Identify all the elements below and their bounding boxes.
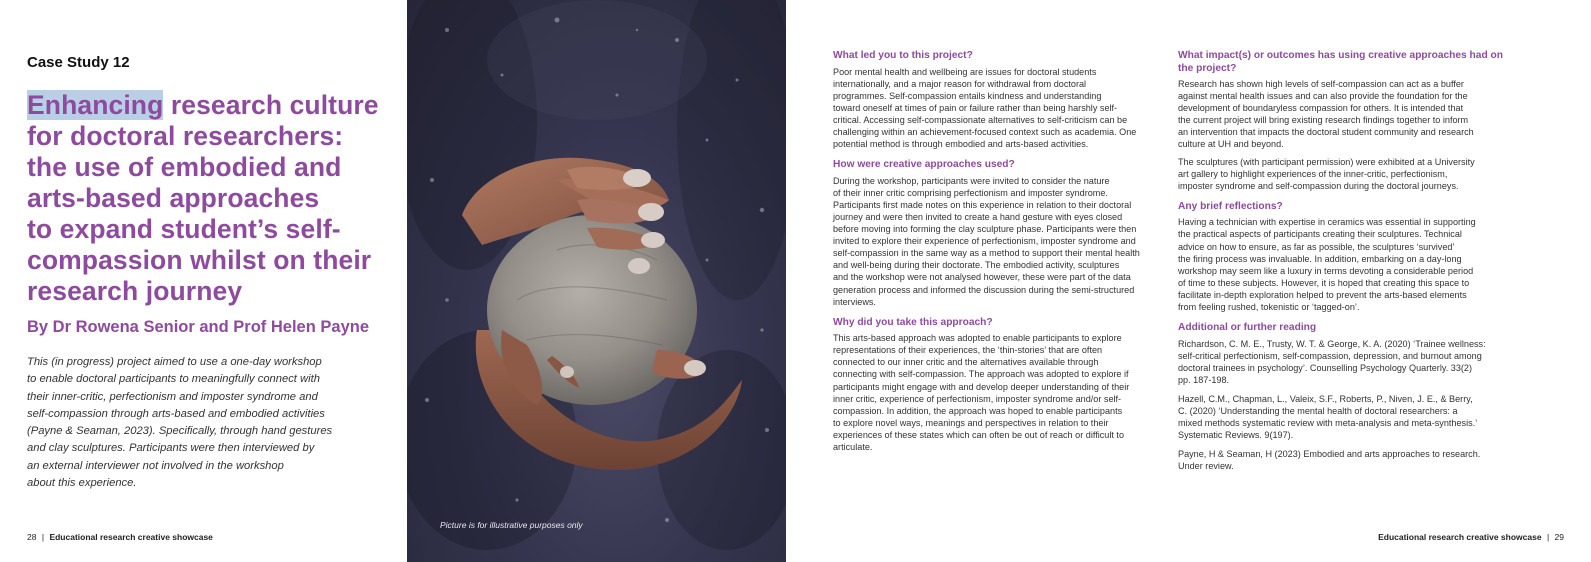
section-heading: How were creative approaches used? — [833, 159, 1015, 171]
footer-left — [27, 532, 213, 542]
selected-text-highlight[interactable]: Enhancing — [27, 90, 164, 120]
publication-name-right: Educational research creative showcase — [1378, 532, 1542, 542]
hands-holding-clay-illustration — [407, 0, 786, 562]
section-impact — [1178, 50, 1511, 192]
case-study-label: Case Study 12 — [27, 54, 130, 71]
section-heading: What led you to this project? — [833, 50, 973, 61]
section-how-used — [833, 159, 1166, 308]
section-body: This arts-based approach was adopted to enable participants to explore representations of their experiences, the ‘thin-stories’ that are often connected to our inner critic and the alternatives available through connecting with self-compassion. The approach was adopted to explore if participants might engage with and develop deeper understanding of their inner critic, experience of perfectionism, imposter syndrome and/or self- compassion. In addition, the approach was hoped to enable participants to explore novel ways, meanings and perspectives in relation to their experiences of these states which can often be out of reach or difficult to articulate. — [833, 333, 1130, 453]
intro-paragraph: This (in progress) project aimed to use a one-day workshop to enable doctoral participants to meaningfully connect with their inner-critic, perfectionism and imposter syndrome and self-compassion through arts-based and embodied activities (Payne & Seaman, 2023). Specifically, through hand gestures and clay sculptures. Participants were then interviewed by an external interviewer not involved in the workshop about this experience. — [27, 356, 333, 490]
title-text: research culture for doctoral researchers: the use of embodied and arts-based approaches to expand student’s self- compassion whilst on their research journey — [27, 90, 379, 306]
publication-name-left: Educational research creative showcase — [49, 532, 213, 542]
section-reflections — [1178, 201, 1511, 313]
left-page — [0, 0, 407, 562]
section-heading: Additional or further reading — [1178, 322, 1317, 334]
footer-separator: | — [1546, 532, 1550, 542]
author-byline: By Dr Rowena Senior and Prof Helen Payne — [27, 318, 370, 336]
section-why-approach — [833, 317, 1166, 453]
right-page — [786, 0, 1591, 562]
section-body: Poor mental health and wellbeing are issues for doctoral students internationally, and a major reason for withdrawal from doctoral programmes. Self-compassion entails kindness and understanding toward oneself at times of pain or failure rather than being harshly self- critical. Accessing self-compassionate alternatives to self-criticism can be challenging within an achievement-focused context such as academia. One potential method is through embodied and arts-based activities. — [833, 66, 1137, 150]
page-number-right: 29 — [1554, 532, 1564, 542]
section-body: Research has shown high levels of self-compassion can act as a buffer against mental health issues and can also provide the foundation for the development of boundaryless compassion for others. It is intended that the current project will bring existing research findings together to inform an intervention that impacts the doctoral student community and research culture at UH and beyond. — [1178, 79, 1474, 150]
reference-item: Hazell, C.M., Chapman, L., Valeix, S.F., Roberts, P., Niven, J. E., & Berry, C. (2020) ‘Understanding the mental health of doctoral researchers: a mixed methods systematic review with meta-analysis and meta-synthesis.’ Systematic Reviews. 9(197). — [1178, 393, 1478, 441]
section-heading: Any brief reflections? — [1178, 200, 1283, 212]
right-column-1 — [833, 50, 1166, 462]
reference-item: Payne, H & Seaman, H (2023) Embodied and arts approaches to research. Under review. — [1178, 449, 1481, 472]
footer-separator: | — [41, 532, 45, 542]
clay-hands-photo — [407, 0, 786, 562]
section-further-reading — [1178, 322, 1511, 472]
page-number-left: 28 — [27, 532, 37, 542]
reference-item: Richardson, C. M. E., Trusty, W. T. & George, K. A. (2020) ‘Trainee wellness: self-critical perfectionism, self-compassion, depression, and burnout among doctoral trainees in psychology’. Counselling Psychology Quarterly. 33(2) pp. 187-198. — [1178, 338, 1486, 385]
photo-caption: Picture is for illustrative purposes only — [440, 520, 583, 530]
section-body: The sculptures (with participant permission) were exhibited at a University art gallery to highlight experiences of the inner-critic, perfectionism, imposter syndrome and self-compassion during the doctoral journeys. — [1178, 156, 1475, 191]
section-heading: Why did you take this approach? — [833, 316, 993, 328]
page-title — [27, 90, 402, 307]
footer-right — [1378, 532, 1564, 542]
section-body: Having a technician with expertise in ceramics was essential in supporting the practical aspects of participants creating their sculptures. Technical advice on how to ensure, as far as possible, the sculptures ‘survived’ the firing process was invaluable. In addition, embarking on a day-long workshop may seem like a luxury in terms devoting a considerable period of time to these subjects. However, it is hoped that creating this space to facilitate in-depth exploration helped to prevent the arts-based elements from feeling rushed, tokenistic or ‘tagged-on’. — [1178, 217, 1476, 312]
right-column-2 — [1178, 50, 1511, 480]
section-what-led — [833, 50, 1166, 150]
section-heading: What impact(s) or outcomes has using creative approaches had on the project? — [1178, 50, 1503, 74]
section-body: During the workshop, participants were invited to consider the nature of their inner critic comprising perfectionism and imposter syndrome. Participants first made notes on this experience in relation to their doctoral journey and were then invited to create a hand gesture with eyes closed before moving into forming the clay sculpture phase. Participants were then invited to explore their experience of perfectionism, imposter syndrome and self-compassion in the same way as a method to support their mental health and well-being during their doctorate. The embodied activity, sculptures and the workshop were not analysed however, these were part of the data generation process and informed the discussion during the semi-structured interviews. — [833, 175, 1140, 307]
